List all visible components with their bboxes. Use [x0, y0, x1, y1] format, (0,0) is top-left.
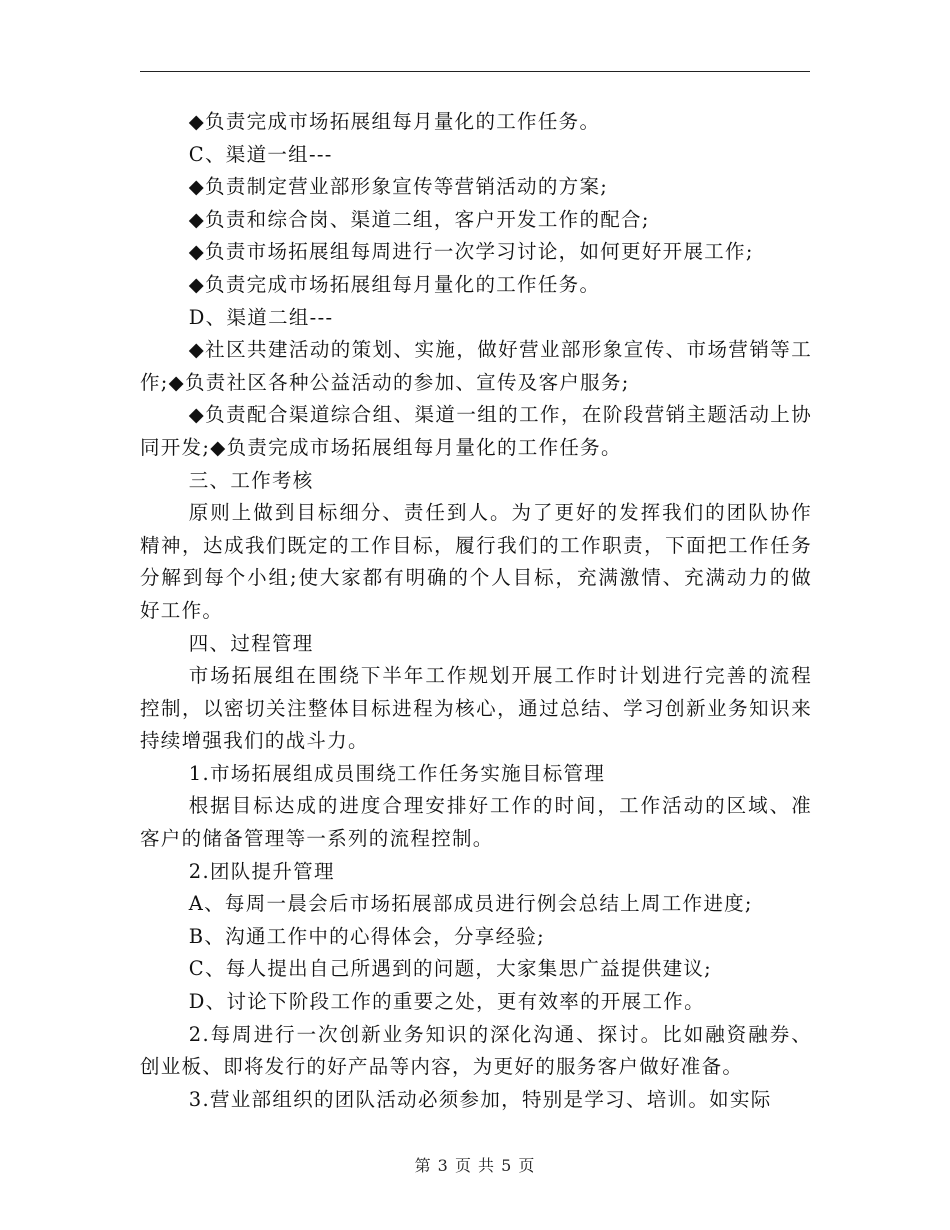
- paragraph: 3.营业部组织的团队活动必须参加，特别是学习、培训。如实际: [188, 1087, 772, 1111]
- paragraph: ◆社区共建活动的策划、实施，做好营业部形象宣传、市场营销等工作;◆负责社区各种公益活动的参加、宣传及客户服务;: [140, 338, 812, 394]
- paragraph: 市场拓展组在围绕下半年工作规划开展工作时计划进行完善的流程控制，以密切关注整体目标进程为核心，通过总结、学习创新业务知识来持续增强我们的战斗力。: [140, 664, 812, 753]
- list-item: B、沟通工作中的心得体会，分享经验;: [188, 924, 546, 948]
- paragraph: 2.每周进行一次创新业务知识的深化沟通、探讨。比如融资融券、创业板、即将发行的好产品等内容，为更好的服务客户做好准备。: [140, 1022, 812, 1079]
- document-body: [140, 106, 812, 1116]
- paragraph: ◆负责配合渠道综合组、渠道一组的工作，在阶段营销主题活动上协同开发;◆负责完成市场拓展组每月量化的工作任务。: [140, 403, 812, 459]
- paragraph: ◆负责和综合岗、渠道二组，客户开发工作的配合;: [188, 207, 650, 231]
- list-item: A、每周一晨会后市场拓展部成员进行例会总结上周工作进度;: [188, 892, 753, 916]
- paragraph: ◆负责市场拓展组每周进行一次学习讨论，如何更好开展工作;: [188, 240, 754, 264]
- section-heading: D、渠道二组---: [188, 305, 334, 329]
- header-rule: [140, 71, 810, 72]
- paragraph: ◆负责完成市场拓展组每月量化的工作任务。: [188, 272, 601, 296]
- section-heading: C、渠道一组---: [188, 142, 333, 166]
- paragraph: ◆负责完成市场拓展组每月量化的工作任务。: [188, 110, 601, 133]
- paragraph: 原则上做到目标细分、责任到人。为了更好的发挥我们的团队协作精神，达成我们既定的工作目标，履行我们的工作职责，下面把工作任务分解到每个小组;使大家都有明确的个人目标，充满激情、充满动力的做好工作。: [140, 501, 812, 622]
- list-item: D、讨论下阶段工作的重要之处，更有效率的开展工作。: [188, 990, 705, 1014]
- subsection-heading: 2.团队提升管理: [188, 859, 335, 883]
- subsection-heading: 1.市场拓展组成员围绕工作任务实施目标管理: [188, 761, 606, 785]
- paragraph: 根据目标达成的进度合理安排好工作的时间，工作活动的区域、准客户的储备管理等一系列的流程控制。: [140, 794, 812, 851]
- page-number-footer: 第 3 页 共 5 页: [414, 1156, 536, 1175]
- section-heading: 四、过程管理: [188, 631, 314, 655]
- section-heading: 三、工作考核: [188, 468, 314, 492]
- list-item: C、每人提出自己所遇到的问题，大家集思广益提供建议;: [188, 957, 713, 981]
- paragraph: ◆负责制定营业部形象宣传等营销活动的方案;: [188, 175, 609, 199]
